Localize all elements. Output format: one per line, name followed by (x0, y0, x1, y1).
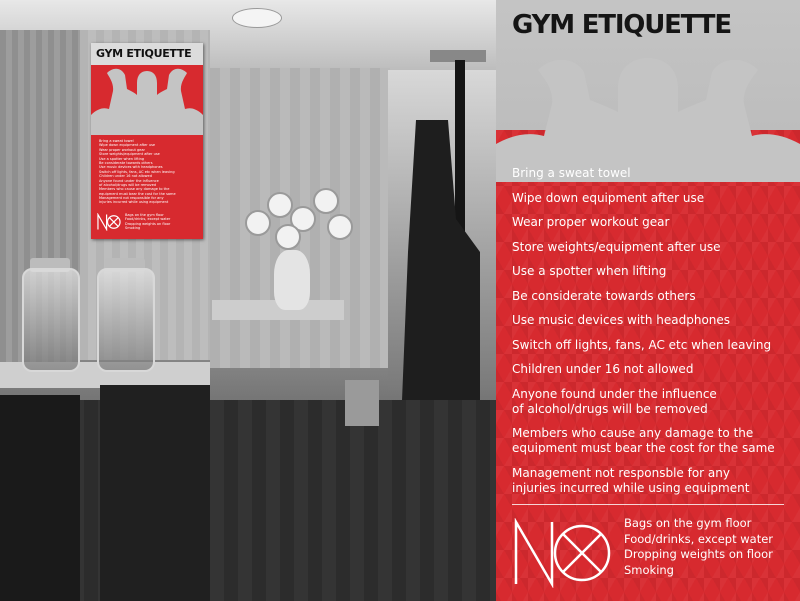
etiquette-rules-list (512, 166, 792, 505)
etiquette-rule: Wipe down equipment after use (512, 190, 705, 205)
water-dispenser-jar (97, 268, 155, 372)
etiquette-rule: Management not responsble for any injuries incurred while using equipment (512, 465, 750, 495)
flower (267, 192, 293, 218)
etiquette-rule: Bring a sweat towel (512, 166, 631, 180)
weight-bench (100, 385, 210, 601)
prohibited-item: Food/drinks, except water (624, 531, 774, 546)
flower (245, 210, 271, 236)
no-symbol-icon (97, 213, 121, 231)
wall-poster-rule: Management not responsible for any (99, 196, 164, 201)
wall-poster-rule: Be considerate towards others (99, 160, 153, 165)
etiquette-rule: Use music devices with headphones (512, 313, 731, 327)
wall-poster-rule: Store weights/equipment after use (99, 152, 160, 157)
flower-bouquet (235, 180, 355, 260)
wall-poster-rule: Switch off lights, fans, AC etc when leaving (99, 169, 175, 174)
flower (327, 214, 353, 240)
wall-poster-rule: injuries incurred while using equipment (99, 200, 169, 205)
no-symbol-icon (512, 518, 612, 588)
wall-poster-rule: Use a spotter when lifting (99, 156, 145, 161)
prohibited-list (624, 516, 773, 578)
etiquette-rule: Be considerate towards others (512, 288, 696, 303)
wall-poster-rule: of alcohol/drugs will be removed (99, 182, 157, 187)
wall-poster-rules (99, 139, 197, 205)
wall-poster-rule: equipment must bear the cost for the same (99, 191, 176, 196)
water-dispenser-jar (22, 268, 80, 372)
prohibited-item: Smoking (624, 562, 674, 577)
prohibited-item: Bags on the gym floor (624, 516, 752, 530)
flower (313, 188, 339, 214)
etiquette-rule: Anyone found under the influence of alcohol/drugs will be removed (512, 386, 717, 416)
ceiling-light (232, 8, 282, 28)
prohibited-item: Dropping weights on floor (624, 547, 773, 561)
wall-poster-rule: Bring a sweat towel (99, 139, 134, 143)
etiquette-rule: Store weights/equipment after use (512, 239, 721, 254)
etiquette-rule: Wear proper workout gear (512, 215, 670, 229)
gym-etiquette-poster (496, 0, 800, 601)
wall-poster-rule: Wear proper workout gear (99, 147, 145, 152)
wall-poster-rule: Wipe down equipment after use (99, 143, 156, 148)
wall-poster-prohibited-item: Bags on the gym floor (125, 213, 164, 217)
poster-title: GYM ETIQUETTE (512, 10, 731, 40)
wall-poster-prohibited-list (125, 213, 170, 231)
wall-poster-title: GYM ETIQUETTE (96, 47, 192, 60)
wall-poster (91, 43, 203, 239)
etiquette-rule: Switch off lights, fans, AC etc when leaving (512, 337, 772, 352)
trash-bin (345, 380, 379, 426)
etiquette-rule: Use a spotter when lifting (512, 264, 667, 278)
wall-poster-prohibited-item: Smoking (125, 226, 141, 231)
etiquette-rule: Members who cause any damage to the equipment must bear the cost for the same (512, 426, 775, 455)
flexing-man-icon (496, 52, 800, 182)
wall-poster-prohibited-item: Dropping weights on floor (125, 221, 171, 226)
wall-poster-rule: Anyone found under the influence (99, 178, 159, 183)
etiquette-rule: Children under 16 not allowed (512, 362, 694, 376)
wall-poster-prohibited-item: Food/drinks, except water (125, 217, 171, 222)
wall-poster-rule: Children under 16 not allowed (99, 174, 152, 179)
weight-bench (0, 395, 80, 601)
wall-poster-rule: Members who cause any damage to the (99, 187, 170, 192)
flexing-man-icon (91, 65, 203, 135)
flower (275, 224, 301, 250)
divider (512, 504, 784, 505)
wall-poster-rule: Use music devices with headphones (99, 165, 163, 170)
